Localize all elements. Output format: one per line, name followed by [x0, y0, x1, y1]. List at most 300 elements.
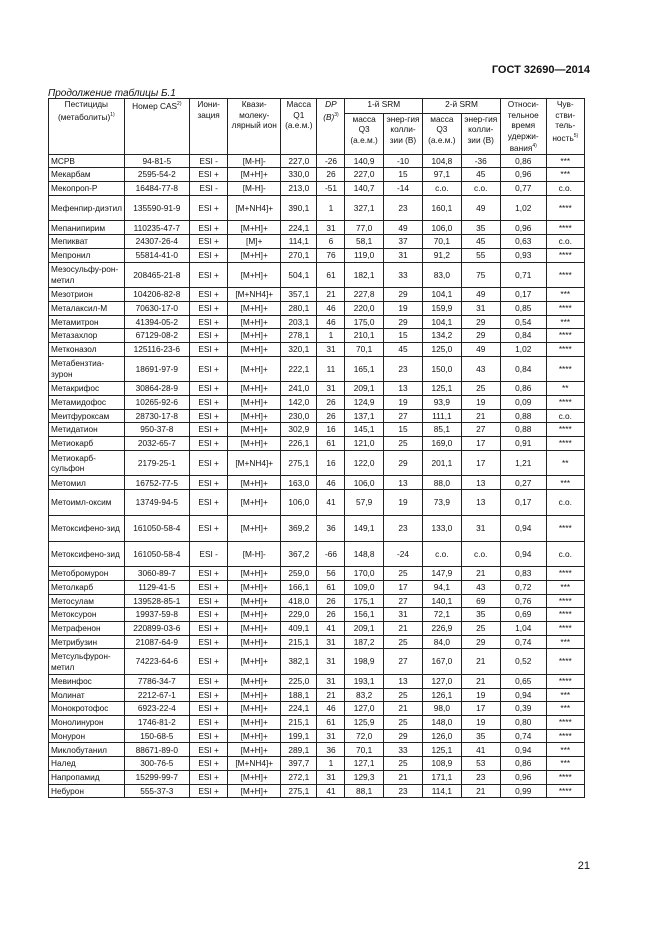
- table-cell: 31: [317, 342, 345, 356]
- table-cell: 26: [317, 608, 345, 622]
- table-row: [49, 729, 585, 743]
- table-cell: ***: [546, 315, 584, 329]
- pesticide-name-cell: Метиокарб: [49, 437, 125, 451]
- table-cell: c.o.: [546, 235, 584, 249]
- table-cell: 91,2: [423, 248, 461, 262]
- table-cell: 418,0: [281, 594, 317, 608]
- pesticide-name-cell: Мепанипирим: [49, 221, 125, 235]
- col-srm1-header: 1-й SRM: [345, 99, 423, 114]
- table-cell: [M+H]+: [228, 396, 281, 410]
- table-cell: 0,83: [500, 567, 546, 581]
- table-cell: ESI +: [189, 262, 227, 288]
- table-cell: 0,94: [500, 515, 546, 541]
- table-cell: -51: [317, 182, 345, 196]
- table-cell: 98,0: [423, 702, 461, 716]
- table-cell: 17: [461, 702, 500, 716]
- table-cell: 11: [317, 356, 345, 382]
- table-row: [49, 490, 585, 516]
- table-cell: 31: [461, 515, 500, 541]
- table-cell: 203,1: [281, 315, 317, 329]
- table-cell: 88,1: [345, 784, 383, 798]
- table-cell: 0,72: [500, 580, 546, 594]
- table-cell: 135590-91-9: [124, 195, 189, 221]
- table-cell: c.o.: [546, 182, 584, 196]
- table-cell: 390,1: [281, 195, 317, 221]
- table-cell: 134,2: [423, 329, 461, 343]
- table-cell: ESI +: [189, 608, 227, 622]
- pesticide-name-cell: Метсульфурон-метил: [49, 649, 125, 675]
- table-cell: 213,0: [281, 182, 317, 196]
- table-cell: 10265-92-6: [124, 396, 189, 410]
- table-cell: 0,93: [500, 248, 546, 262]
- table-cell: c.o.: [546, 490, 584, 516]
- table-cell: 227,0: [281, 154, 317, 168]
- table-cell: 49: [383, 221, 422, 235]
- table-cell: [M+H]+: [228, 515, 281, 541]
- table-cell: ***: [546, 743, 584, 757]
- table-cell: 49: [461, 288, 500, 302]
- table-cell: [M+H]+: [228, 476, 281, 490]
- table-cell: -10: [383, 154, 422, 168]
- table-cell: 21: [317, 688, 345, 702]
- table-cell: 29: [461, 315, 500, 329]
- table-cell: [M+H]+: [228, 784, 281, 798]
- table-cell: 23: [383, 515, 422, 541]
- table-cell: ESI -: [189, 154, 227, 168]
- table-cell: 1: [317, 757, 345, 771]
- table-cell: 35: [461, 221, 500, 235]
- table-row: [49, 688, 585, 702]
- table-cell: 160,1: [423, 195, 461, 221]
- table-cell: [M+H]+: [228, 580, 281, 594]
- col-dp-header: DP $(В)^{3)}$: [317, 99, 345, 155]
- table-cell: 19: [461, 716, 500, 730]
- table-cell: 26: [317, 396, 345, 410]
- table-cell: 13: [461, 476, 500, 490]
- table-cell: 161050-58-4: [124, 515, 189, 541]
- table-cell: 21087-64-9: [124, 635, 189, 649]
- table-row: [49, 382, 585, 396]
- table-cell: ESI +: [189, 784, 227, 798]
- table-cell: 23: [461, 770, 500, 784]
- table-cell: 215,1: [281, 635, 317, 649]
- table-row: [49, 154, 585, 168]
- table-cell: 127,0: [345, 702, 383, 716]
- col-ionization-header: Иони-зация: [189, 99, 227, 155]
- table-cell: ESI +: [189, 396, 227, 410]
- table-cell: ***: [546, 476, 584, 490]
- table-cell: ESI -: [189, 182, 227, 196]
- table-cell: ESI +: [189, 288, 227, 302]
- table-cell: 56: [317, 567, 345, 581]
- table-cell: 109,0: [345, 580, 383, 594]
- table-cell: 70,1: [345, 342, 383, 356]
- table-cell: 1,02: [500, 195, 546, 221]
- table-cell: 369,2: [281, 515, 317, 541]
- table-row: [49, 675, 585, 689]
- pesticide-name-cell: Монокротофос: [49, 702, 125, 716]
- table-cell: 19: [461, 396, 500, 410]
- table-cell: ESI +: [189, 729, 227, 743]
- table-cell: 110235-47-7: [124, 221, 189, 235]
- table-cell: 83,0: [423, 262, 461, 288]
- table-cell: 45: [461, 235, 500, 249]
- table-row: [49, 784, 585, 798]
- table-cell: 28730-17-8: [124, 409, 189, 423]
- table-cell: [M+H]+: [228, 221, 281, 235]
- table-cell: 19: [461, 688, 500, 702]
- table-cell: 21: [461, 409, 500, 423]
- table-cell: 137,1: [345, 409, 383, 423]
- table-cell: 21: [461, 649, 500, 675]
- table-cell: 140,7: [345, 182, 383, 196]
- table-cell: 1,04: [500, 621, 546, 635]
- table-row: [49, 168, 585, 182]
- table-cell: ESI +: [189, 567, 227, 581]
- table-cell: 55814-41-0: [124, 248, 189, 262]
- table-cell: ****: [546, 594, 584, 608]
- table-cell: 125,0: [423, 342, 461, 356]
- table-cell: ***: [546, 168, 584, 182]
- table-cell: [M+H]+: [228, 329, 281, 343]
- table-row: [49, 437, 585, 451]
- col-srm2-q3-header: масса Q3 (а.е.м.): [423, 113, 461, 154]
- table-cell: 31: [317, 675, 345, 689]
- table-cell: 0,17: [500, 288, 546, 302]
- table-cell: 94-81-5: [124, 154, 189, 168]
- pesticide-name-cell: Налед: [49, 757, 125, 771]
- table-row: [49, 476, 585, 490]
- table-cell: 3060-89-7: [124, 567, 189, 581]
- table-cell: ***: [546, 288, 584, 302]
- table-cell: 124,9: [345, 396, 383, 410]
- table-row: [49, 248, 585, 262]
- col-sensitivity-header: Чув-стви-тель-ность$^{5)}$: [546, 99, 584, 155]
- table-cell: 119,0: [345, 248, 383, 262]
- table-cell: ESI +: [189, 168, 227, 182]
- table-cell: 15: [383, 423, 422, 437]
- pesticide-name-cell: Монурон: [49, 729, 125, 743]
- table-cell: 31: [317, 382, 345, 396]
- table-cell: 259,0: [281, 567, 317, 581]
- table-cell: 0,52: [500, 649, 546, 675]
- table-cell: -66: [317, 541, 345, 567]
- table-cell: 220,0: [345, 301, 383, 315]
- table-row: [49, 195, 585, 221]
- table-cell: ESI +: [189, 195, 227, 221]
- table-cell: 46: [317, 476, 345, 490]
- table-cell: ****: [546, 515, 584, 541]
- col-quasi-ion-header: Квази-молеку-лярный ион: [228, 99, 281, 155]
- table-cell: ESI +: [189, 649, 227, 675]
- table-cell: 145,1: [345, 423, 383, 437]
- table-cell: 35: [461, 729, 500, 743]
- col-q1-header: Масса Q1 (а.е.м.): [281, 99, 317, 155]
- table-cell: 61: [317, 716, 345, 730]
- table-cell: ESI +: [189, 382, 227, 396]
- table-cell: 950-37-8: [124, 423, 189, 437]
- table-cell: 33: [383, 262, 422, 288]
- table-cell: 320,1: [281, 342, 317, 356]
- table-cell: 327,1: [345, 195, 383, 221]
- table-cell: 25: [383, 437, 422, 451]
- pesticide-name-cell: Монолинурон: [49, 716, 125, 730]
- table-cell: 15: [383, 329, 422, 343]
- table-cell: ****: [546, 423, 584, 437]
- table-cell: 127,0: [423, 675, 461, 689]
- table-row: [49, 649, 585, 675]
- table-caption: Продолжение таблицы Б.1: [48, 88, 176, 99]
- table-cell: 126,1: [423, 688, 461, 702]
- table-row: [49, 580, 585, 594]
- table-cell: 25: [461, 382, 500, 396]
- table-cell: 226,1: [281, 437, 317, 451]
- table-cell: [M+H]+: [228, 567, 281, 581]
- table-cell: ***: [546, 757, 584, 771]
- table-cell: ESI +: [189, 635, 227, 649]
- table-row: [49, 342, 585, 356]
- pesticide-name-cell: Мепронил: [49, 248, 125, 262]
- table-row: [49, 301, 585, 315]
- table-cell: 187,2: [345, 635, 383, 649]
- table-cell: 0,74: [500, 729, 546, 743]
- table-cell: ESI +: [189, 423, 227, 437]
- table-cell: [M+H]+: [228, 649, 281, 675]
- table-cell: [M-H]-: [228, 182, 281, 196]
- table-cell: 106,0: [423, 221, 461, 235]
- table-row: [49, 716, 585, 730]
- table-cell: 41: [317, 621, 345, 635]
- table-cell: 1,02: [500, 342, 546, 356]
- table-cell: 126,0: [423, 729, 461, 743]
- table-cell: 19: [383, 396, 422, 410]
- table-cell: 0,99: [500, 784, 546, 798]
- table-cell: ****: [546, 770, 584, 784]
- table-cell: 159,9: [423, 301, 461, 315]
- table-cell: 125,1: [423, 382, 461, 396]
- table-cell: 133,0: [423, 515, 461, 541]
- table-cell: 85,1: [423, 423, 461, 437]
- table-cell: 209,1: [345, 621, 383, 635]
- table-cell: 29: [461, 635, 500, 649]
- table-cell: 280,1: [281, 301, 317, 315]
- pesticide-name-cell: Метрибузин: [49, 635, 125, 649]
- table-cell: ****: [546, 329, 584, 343]
- table-cell: [M+H]+: [228, 423, 281, 437]
- table-cell: 16: [317, 423, 345, 437]
- table-cell: 2032-65-7: [124, 437, 189, 451]
- table-cell: 241,0: [281, 382, 317, 396]
- table-cell: 25: [383, 716, 422, 730]
- table-cell: ****: [546, 716, 584, 730]
- table-cell: 46: [317, 301, 345, 315]
- table-cell: 88671-89-0: [124, 743, 189, 757]
- table-cell: 29: [383, 288, 422, 302]
- table-cell: 0,80: [500, 716, 546, 730]
- pesticide-name-cell: Меитфуроксам: [49, 409, 125, 423]
- table-cell: ESI +: [189, 716, 227, 730]
- table-row: [49, 594, 585, 608]
- col-srm2-header: 2-й SRM: [423, 99, 501, 114]
- table-cell: 25: [383, 635, 422, 649]
- table-cell: 61: [317, 580, 345, 594]
- table-cell: 108,9: [423, 757, 461, 771]
- table-cell: 94,1: [423, 580, 461, 594]
- table-cell: [M+H]+: [228, 770, 281, 784]
- table-cell: -14: [383, 182, 422, 196]
- table-cell: 25: [461, 621, 500, 635]
- pesticide-name-cell: Метиокарб-сульфон: [49, 450, 125, 476]
- table-cell: 224,1: [281, 221, 317, 235]
- table-cell: 0,76: [500, 594, 546, 608]
- table-row: [49, 770, 585, 784]
- table-cell: 175,0: [345, 315, 383, 329]
- table-cell: ****: [546, 567, 584, 581]
- table-cell: 21: [383, 770, 422, 784]
- table-cell: 0,65: [500, 675, 546, 689]
- pesticide-name-cell: Метрафенон: [49, 621, 125, 635]
- table-cell: 25: [383, 688, 422, 702]
- table-cell: ****: [546, 221, 584, 235]
- table-cell: 104206-82-8: [124, 288, 189, 302]
- table-cell: 330,0: [281, 168, 317, 182]
- table-cell: 15: [383, 168, 422, 182]
- table-cell: ESI +: [189, 248, 227, 262]
- table-cell: 150,0: [423, 356, 461, 382]
- table-cell: 6: [317, 235, 345, 249]
- table-cell: ****: [546, 729, 584, 743]
- table-cell: 104,1: [423, 288, 461, 302]
- table-cell: 188,1: [281, 688, 317, 702]
- col-cas-header: Номер CAS$^{2)}$: [124, 99, 189, 155]
- col-srm1-q3-header: масса Q3 (а.е.м.): [345, 113, 383, 154]
- table-cell: 0,86: [500, 757, 546, 771]
- table-cell: 125,9: [345, 716, 383, 730]
- table-cell: 149,1: [345, 515, 383, 541]
- pesticide-name-cell: Молинат: [49, 688, 125, 702]
- table-cell: ****: [546, 262, 584, 288]
- pesticide-name-cell: Мевинфос: [49, 675, 125, 689]
- table-cell: 75: [461, 262, 500, 288]
- table-cell: 13: [383, 382, 422, 396]
- table-cell: 29: [383, 450, 422, 476]
- table-cell: 111,1: [423, 409, 461, 423]
- table-cell: 104,8: [423, 154, 461, 168]
- table-cell: 289,1: [281, 743, 317, 757]
- pesticide-name-cell: Мекарбам: [49, 168, 125, 182]
- table-cell: 272,1: [281, 770, 317, 784]
- table-cell: c.o.: [461, 541, 500, 567]
- pesticide-name-cell: Миклобутанил: [49, 743, 125, 757]
- table-cell: 2595-54-2: [124, 168, 189, 182]
- table-cell: 33: [383, 743, 422, 757]
- table-cell: ESI +: [189, 743, 227, 757]
- table-cell: 278,1: [281, 329, 317, 343]
- table-cell: 0,86: [500, 154, 546, 168]
- table-cell: ESI +: [189, 450, 227, 476]
- table-cell: [M+H]+: [228, 248, 281, 262]
- table-cell: 210,1: [345, 329, 383, 343]
- table-cell: ***: [546, 154, 584, 168]
- table-cell: 45: [383, 342, 422, 356]
- pesticide-name-cell: Метакрифос: [49, 382, 125, 396]
- table-row: [49, 450, 585, 476]
- table-cell: 93,9: [423, 396, 461, 410]
- table-cell: 21: [383, 621, 422, 635]
- table-cell: 77,0: [345, 221, 383, 235]
- table-cell: ***: [546, 635, 584, 649]
- table-cell: 122,0: [345, 450, 383, 476]
- table-cell: 23: [383, 195, 422, 221]
- table-cell: ****: [546, 675, 584, 689]
- table-cell: c.o.: [461, 182, 500, 196]
- table-cell: 227,8: [345, 288, 383, 302]
- table-cell: [M+H]+: [228, 490, 281, 516]
- table-cell: ****: [546, 195, 584, 221]
- table-cell: 16: [317, 450, 345, 476]
- pesticide-name-cell: Небурон: [49, 784, 125, 798]
- document-code: ГОСТ 32690—2014: [491, 64, 590, 76]
- table-cell: 21: [461, 675, 500, 689]
- table-cell: 114,1: [423, 784, 461, 798]
- table-cell: ****: [546, 248, 584, 262]
- pesticide-name-cell: Напропамид: [49, 770, 125, 784]
- table-cell: 175,1: [345, 594, 383, 608]
- table-cell: 0,69: [500, 608, 546, 622]
- table-cell: [M+NH4]+: [228, 450, 281, 476]
- table-cell: ESI +: [189, 437, 227, 451]
- table-cell: 171,1: [423, 770, 461, 784]
- table-row: [49, 423, 585, 437]
- table-cell: 17: [461, 450, 500, 476]
- table-cell: 167,0: [423, 649, 461, 675]
- table-cell: 0,84: [500, 356, 546, 382]
- table-cell: 31: [317, 649, 345, 675]
- table-cell: **: [546, 382, 584, 396]
- table-cell: ESI +: [189, 580, 227, 594]
- table-cell: 13749-94-5: [124, 490, 189, 516]
- table-cell: 0,27: [500, 476, 546, 490]
- col-srm1-ce-header: энер-гия колли-зии (В): [383, 113, 422, 154]
- table-cell: ESI +: [189, 221, 227, 235]
- table-cell: 199,1: [281, 729, 317, 743]
- table-cell: 225,0: [281, 675, 317, 689]
- table-cell: ****: [546, 621, 584, 635]
- table-cell: ESI +: [189, 621, 227, 635]
- table-cell: 227,0: [345, 168, 383, 182]
- table-cell: 29: [383, 315, 422, 329]
- table-cell: 6923-22-4: [124, 702, 189, 716]
- pesticide-name-cell: Мепикват: [49, 235, 125, 249]
- table-cell: 31: [383, 248, 422, 262]
- table-cell: -36: [461, 154, 500, 168]
- table-cell: 24307-26-4: [124, 235, 189, 249]
- table-cell: 106,0: [281, 490, 317, 516]
- table-cell: ****: [546, 342, 584, 356]
- table-cell: 208465-21-8: [124, 262, 189, 288]
- table-cell: 35: [461, 608, 500, 622]
- table-cell: 0,88: [500, 423, 546, 437]
- table-cell: 31: [461, 301, 500, 315]
- table-cell: 0,71: [500, 262, 546, 288]
- table-cell: 27: [461, 423, 500, 437]
- table-cell: 53: [461, 757, 500, 771]
- table-cell: [M+H]+: [228, 702, 281, 716]
- table-cell: 150-68-5: [124, 729, 189, 743]
- table-cell: [M+H]+: [228, 716, 281, 730]
- page-number: 21: [577, 860, 590, 872]
- table-cell: 104,1: [423, 315, 461, 329]
